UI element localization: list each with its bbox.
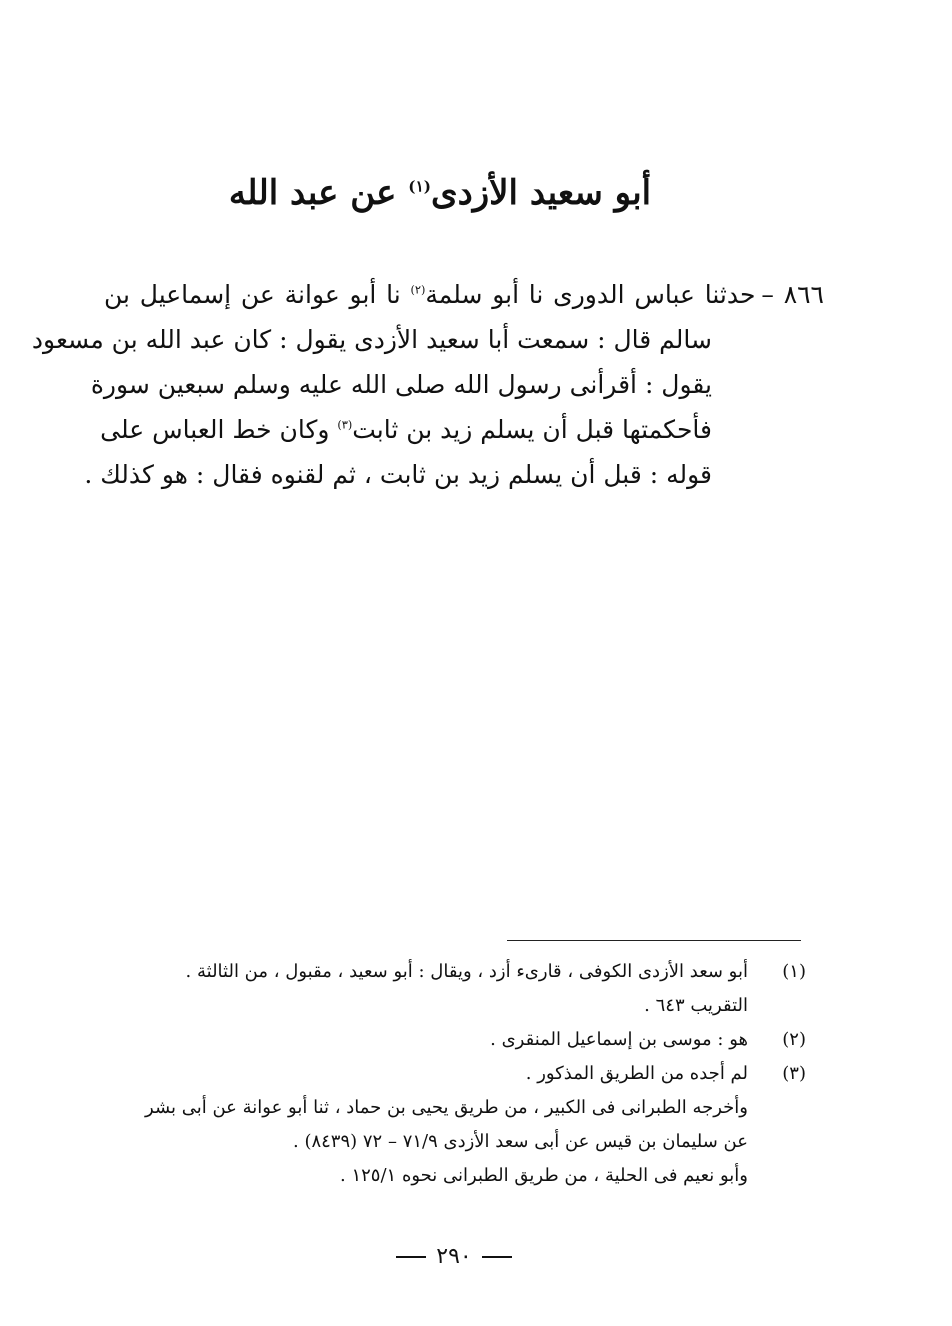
hadith-text: فأحكمتها قبل أن يسلم زيد بن ثابت (352, 415, 712, 444)
footnote-text: لم أجده من الطريق المذكور . (525, 1063, 748, 1084)
footnote-2 (104, 1023, 806, 1057)
footnote-text: أبو سعد الأزدى الكوفى ، قارىء أزد ، ويقال : أبو سعيد ، مقبول ، من الثالثة . (185, 961, 748, 982)
page-number (0, 1237, 908, 1277)
hadith-line-5 (84, 452, 824, 497)
footnote-text: عن سليمان بن قيس عن أبى سعد الأزدى ٧١/٩ – ٧٢ (٨٤٣٩) . (293, 1131, 748, 1152)
chapter-title (0, 168, 880, 218)
footnote-3-continuation (104, 1125, 806, 1159)
hadith-line-1 (104, 272, 824, 317)
page-number-text: ٢٩٠ (436, 1244, 472, 1269)
hadith-text: قوله : قبل أن يسلم زيد بن ثابت ، ثم لقنوه فقال : هو كذلك . (84, 460, 712, 489)
footnote-text: التقريب ٦٤٣ . (644, 995, 748, 1016)
footnotes (104, 955, 806, 1193)
hadith-number: ٨٦٦ – (761, 280, 824, 309)
hadith-text: سالم قال : سمعت أبا سعيد الأزدى يقول : كان عبد الله بن مسعود (31, 325, 712, 354)
footnote-number: (٣) (782, 1063, 806, 1084)
hadith-line-2 (31, 317, 824, 362)
footnote-text: هو : موسى بن إسماعيل المنقرى . (490, 1029, 748, 1050)
footnote-text: وأبو نعيم فى الحلية ، من طريق الطبرانى نحوه ١٢٥/١ . (340, 1165, 748, 1186)
hadith-text: يقول : أقرأنى رسول الله صلى الله عليه وسلم سبعين سورة (90, 370, 712, 399)
footnote-number: (١) (782, 961, 806, 982)
page-number-dash (482, 1256, 512, 1258)
hadith-line-3 (90, 362, 824, 407)
hadith-866 (31, 272, 824, 497)
footnote-3 (104, 1057, 806, 1091)
hadith-text: حدثنا عباس الدورى نا أبو سلمة (425, 280, 756, 309)
footnote-1 (104, 955, 806, 989)
footnote-marker-1: (١) (408, 177, 431, 196)
footnote-marker-3: (٣) (337, 418, 353, 432)
title-text: أبو سعيد الأزدى (430, 173, 652, 213)
footnote-separator (507, 940, 801, 941)
footnote-marker-2: (٢) (410, 283, 426, 297)
page-number-dash (396, 1256, 426, 1258)
footnote-1-continuation (104, 989, 806, 1023)
footnote-number: (٢) (782, 1029, 806, 1050)
footnote-3-continuation (104, 1091, 806, 1125)
hadith-text: نا أبو عوانة عن إسماعيل بن (104, 280, 411, 309)
hadith-text: وكان خط العباس على (100, 415, 338, 444)
title-text-end: عن عبد الله (228, 173, 409, 213)
hadith-line-4 (100, 407, 824, 452)
footnote-3-continuation (104, 1159, 806, 1193)
footnote-text: وأخرجه الطبرانى فى الكبير ، من طريق يحيى بن حماد ، ثنا أبو عوانة عن أبى بشر (145, 1097, 748, 1118)
